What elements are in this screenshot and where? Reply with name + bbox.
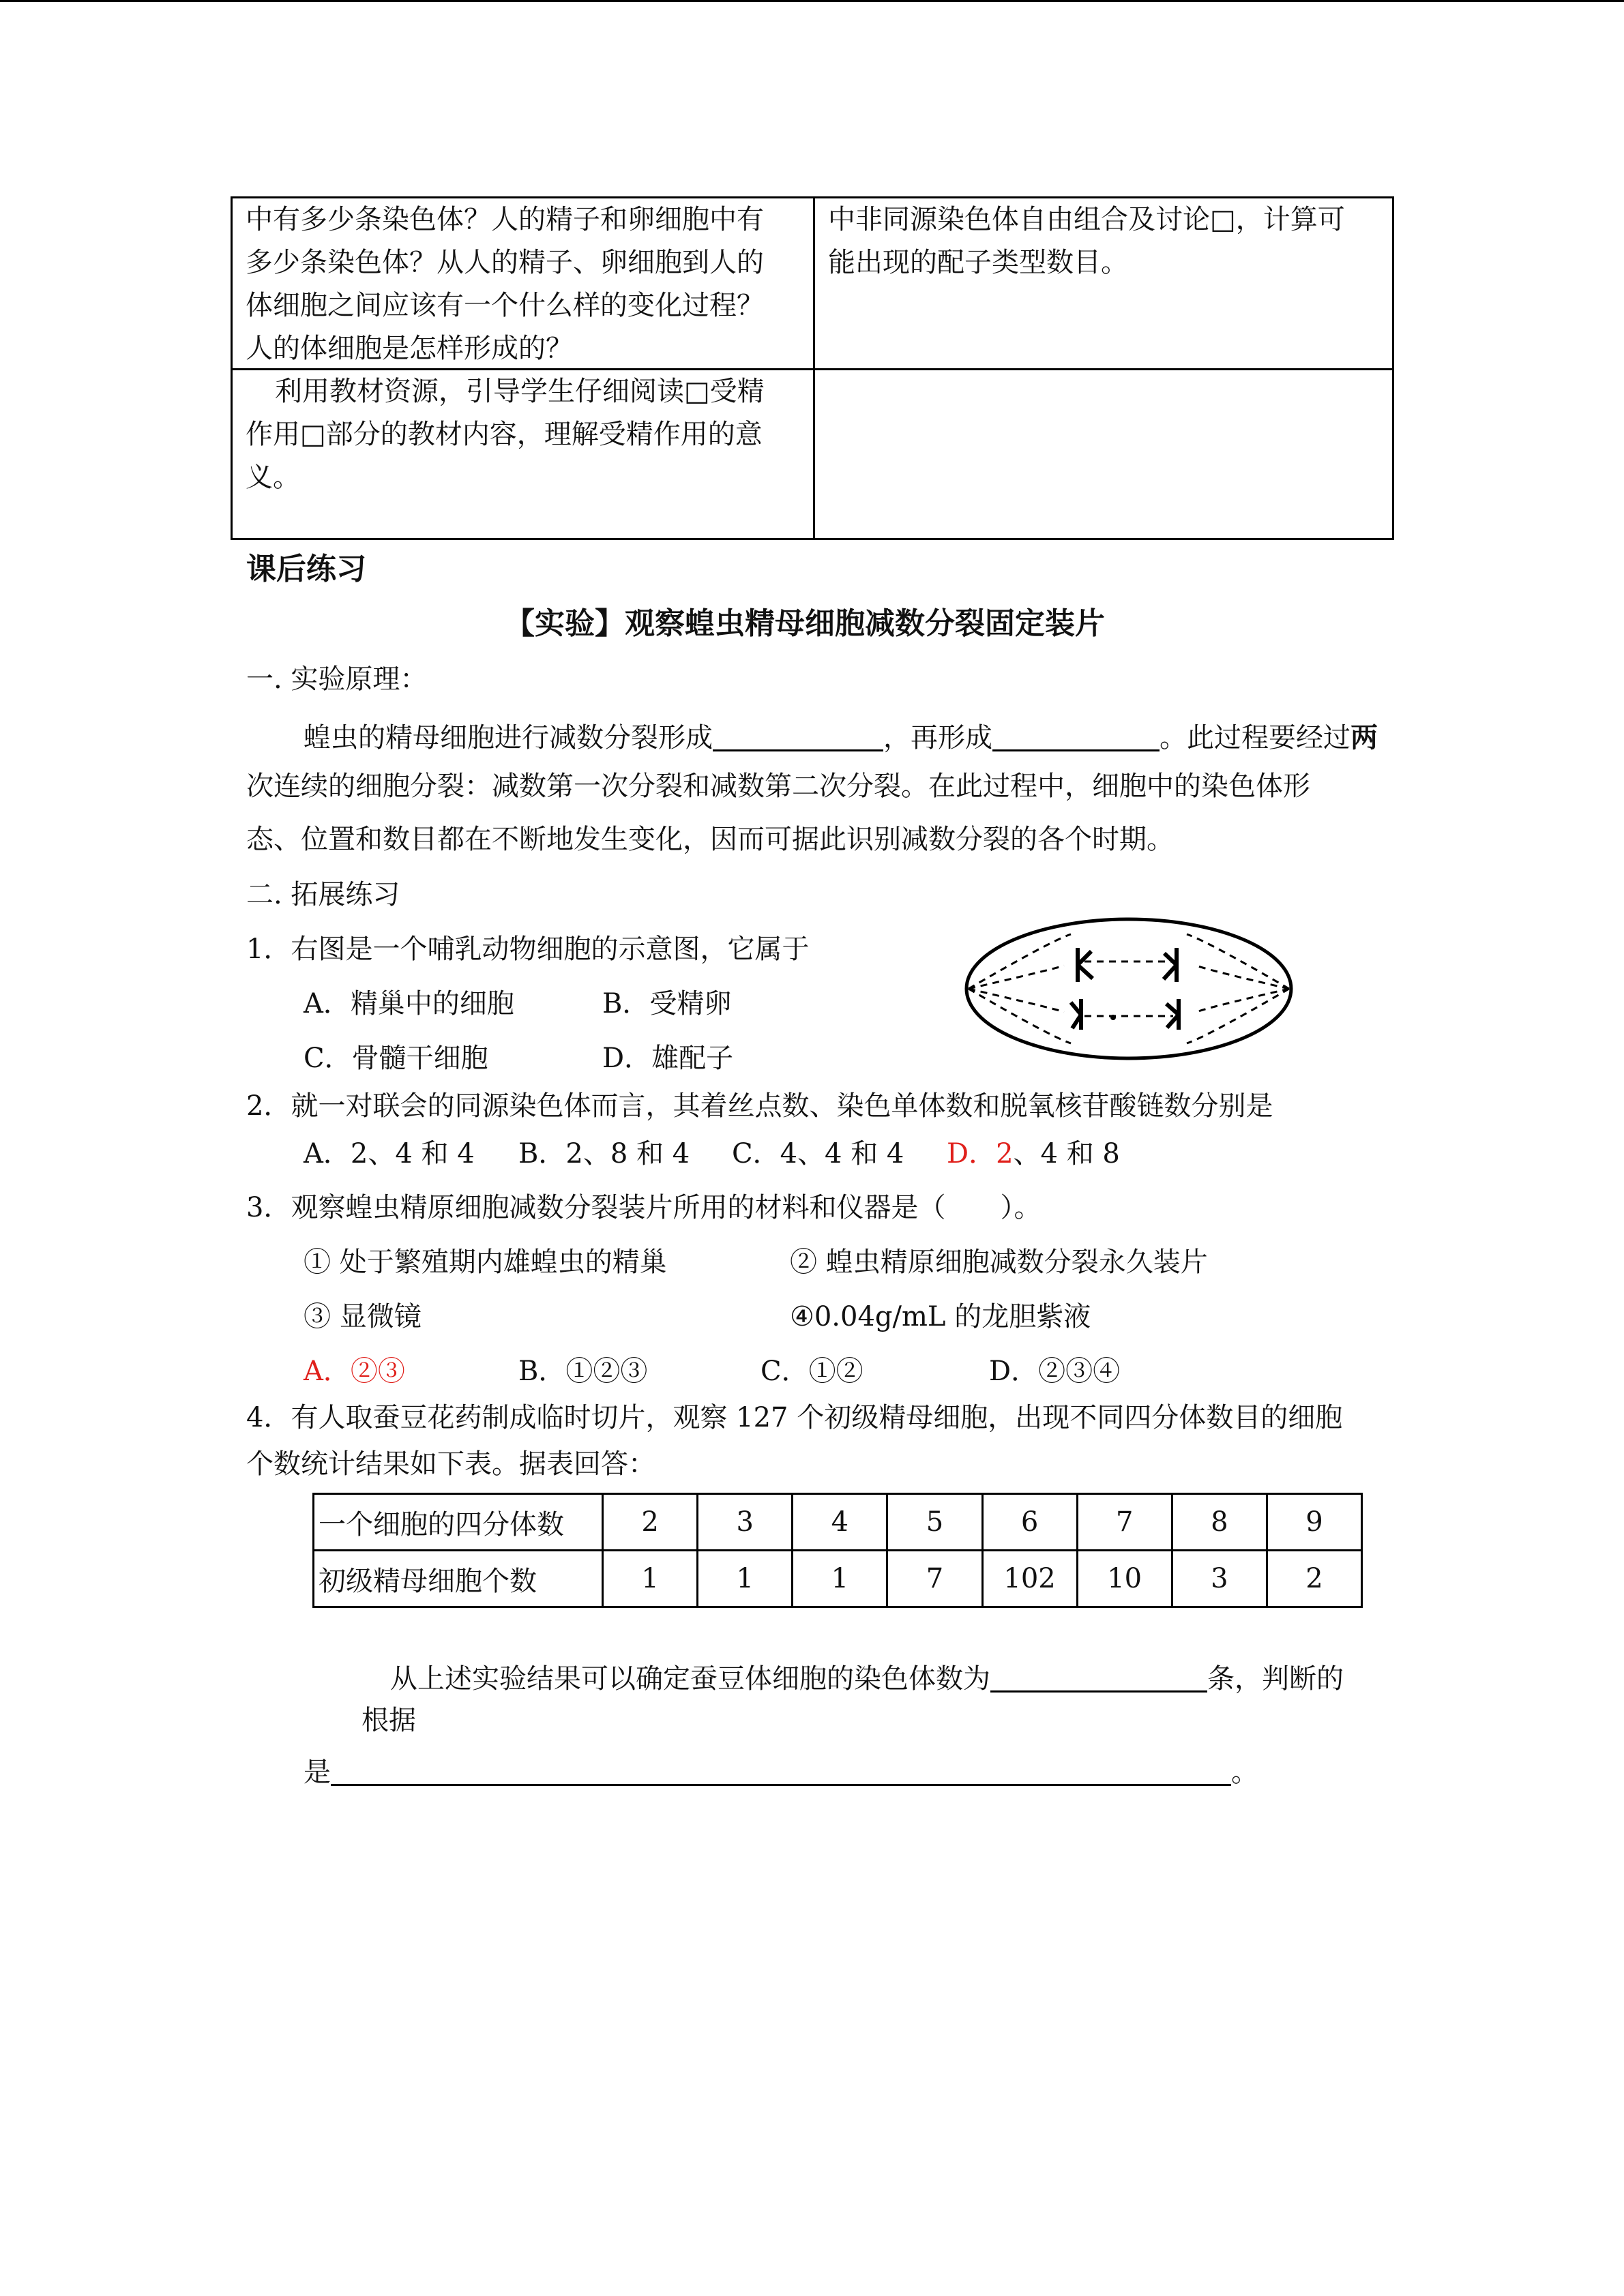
q3-item-3: ③ 显微镜 (304, 1301, 422, 1332)
section-heading: 课后练习 (246, 552, 366, 586)
table-cell: 3 (698, 1494, 793, 1551)
cell-line: 能出现的配子类型数目。 (828, 247, 1128, 278)
answer-blank[interactable] (992, 719, 1160, 751)
table-cell: 1 (698, 1551, 793, 1607)
q2-answer-mark: D．2 (947, 1138, 1014, 1169)
table-cell: 2 (1267, 1551, 1361, 1607)
answer-blank[interactable] (331, 1754, 1231, 1786)
text-span: 条，判断的 (1207, 1663, 1344, 1695)
cell-line: 体细胞之间应该有一个什么样的变化过程？ (246, 290, 764, 321)
q1-option-d: D．雄配子 (602, 1043, 734, 1074)
text-span: ，再形成 (883, 722, 992, 754)
cell-line: 中有多少条染色体？人的精子和卵细胞中有 (246, 204, 764, 235)
table-cell: 3 (1172, 1551, 1267, 1607)
tetrad-count-table (312, 1493, 1363, 1608)
cell-line: 中非同源染色体自由组合及讨论□，计算可 (828, 204, 1345, 235)
q2-option-d (947, 1140, 1120, 1167)
q3-option-b: B．①②③ (518, 1356, 648, 1387)
table-cell: 1 (603, 1551, 698, 1607)
q4-conclusion-line-3 (304, 1754, 1258, 1786)
table-cell: 2 (603, 1494, 698, 1551)
q1-stem: 1．右图是一个哺乳动物细胞的示意图，它属于 (246, 934, 810, 965)
cell-line: 利用教材资源，引导学生仔细阅读□受精 (275, 376, 765, 407)
table-cell: 102 (982, 1551, 1077, 1607)
q2-option-c: C．4、4 和 4 (732, 1138, 904, 1169)
page-top-border (0, 0, 1624, 2)
cell-line: 多少条染色体？从人的精子、卵细胞到人的 (246, 247, 764, 278)
q3-option-d: D．②③④ (989, 1356, 1121, 1387)
table-cell-r1c2 (828, 198, 1345, 284)
table-cell-r1c1 (246, 198, 764, 370)
lesson-plan-table (231, 196, 1394, 540)
text-span: 从上述实验结果可以确定蚕豆体细胞的染色体数为 (390, 1663, 990, 1695)
answer-blank[interactable] (713, 719, 883, 751)
q1-option-c: C．骨髓干细胞 (304, 1043, 488, 1074)
q3-option-c: C．①② (761, 1356, 863, 1387)
chromosome-marks (1071, 948, 1179, 1030)
answer-blank[interactable] (990, 1660, 1207, 1693)
q2-option-a: A．2、4 和 4 (304, 1138, 475, 1169)
table-row (314, 1494, 1362, 1551)
q2-option-b: B．2、8 和 4 (518, 1138, 690, 1169)
cell-line: 人的体细胞是怎样形成的？ (246, 333, 573, 364)
text-span: 两 (1350, 721, 1378, 754)
q4-stem-line-2: 个数统计结果如下表。据表回答： (246, 1448, 655, 1480)
q3-item-4: ④0.04g/mL 的龙胆紫液 (790, 1301, 1091, 1332)
row-header: 一个细胞的四分体数 (314, 1494, 603, 1551)
table-cell: 8 (1172, 1494, 1267, 1551)
q3-item-1: ① 处于繁殖期内雄蝗虫的精巢 (304, 1247, 667, 1278)
table-cell: 10 (1077, 1551, 1172, 1607)
table-cell-r2c1 (275, 370, 765, 413)
table-cell: 1 (793, 1551, 887, 1607)
principle-line-2: 次连续的细胞分裂：减数第一次分裂和减数第二次分裂。在此过程中，细胞中的染色体形 (246, 771, 1310, 802)
table-row (314, 1551, 1362, 1607)
text-span: 、4 和 8 (1013, 1138, 1120, 1169)
q3-stem: 3．观察蝗虫精原细胞减数分裂装片所用的材料和仪器是（ ）。 (246, 1192, 1042, 1223)
text-span: 蝗虫的精母细胞进行减数分裂形成 (304, 722, 713, 754)
part1-heading: 一. 实验原理： (246, 664, 428, 695)
table-cell: 5 (887, 1494, 982, 1551)
experiment-title: 【实验】观察蝗虫精母细胞减数分裂固定装片 (505, 606, 1105, 641)
q4-conclusion-line-1 (390, 1660, 1344, 1693)
table-cell-r2c1-cont (246, 413, 763, 499)
q2-stem: 2．就一对联会的同源染色体而言，其着丝点数、染色单体数和脱氧核苷酸链数分别是 (246, 1090, 1273, 1122)
cell-line: 作用□部分的教材内容，理解受精作用的意 (246, 419, 763, 450)
q1-option-a: A．精巢中的细胞 (304, 988, 514, 1019)
table-cell: 4 (793, 1494, 887, 1551)
text-span: 。 (1231, 1757, 1258, 1788)
text-span: 是 (304, 1757, 331, 1788)
cell-diagram (962, 914, 1296, 1064)
table-cell: 7 (1077, 1494, 1172, 1551)
principle-line-1 (304, 719, 1378, 754)
principle-line-3: 态、位置和数目都在不断地发生变化，因而可据此识别减数分裂的各个时期。 (246, 824, 1174, 855)
table-cell: 7 (887, 1551, 982, 1607)
q4-conclusion-line-2: 根据 (361, 1705, 416, 1736)
row-header: 初级精母细胞个数 (314, 1551, 603, 1607)
q1-option-b: B．受精卵 (602, 988, 732, 1019)
table-cell: 6 (982, 1494, 1077, 1551)
table-cell: 9 (1267, 1494, 1361, 1551)
part2-heading: 二. 拓展练习 (246, 879, 400, 910)
q3-answer: A．②③ (304, 1356, 405, 1387)
text-span: 。此过程要经过 (1160, 722, 1350, 754)
cell-line: 义。 (246, 462, 300, 493)
q4-stem-line-1: 4．有人取蚕豆花药制成临时切片，观察 127 个初级精母细胞，出现不同四分体数目的细胞 (246, 1402, 1343, 1433)
q3-item-2: ② 蝗虫精原细胞减数分裂永久装片 (790, 1247, 1208, 1278)
